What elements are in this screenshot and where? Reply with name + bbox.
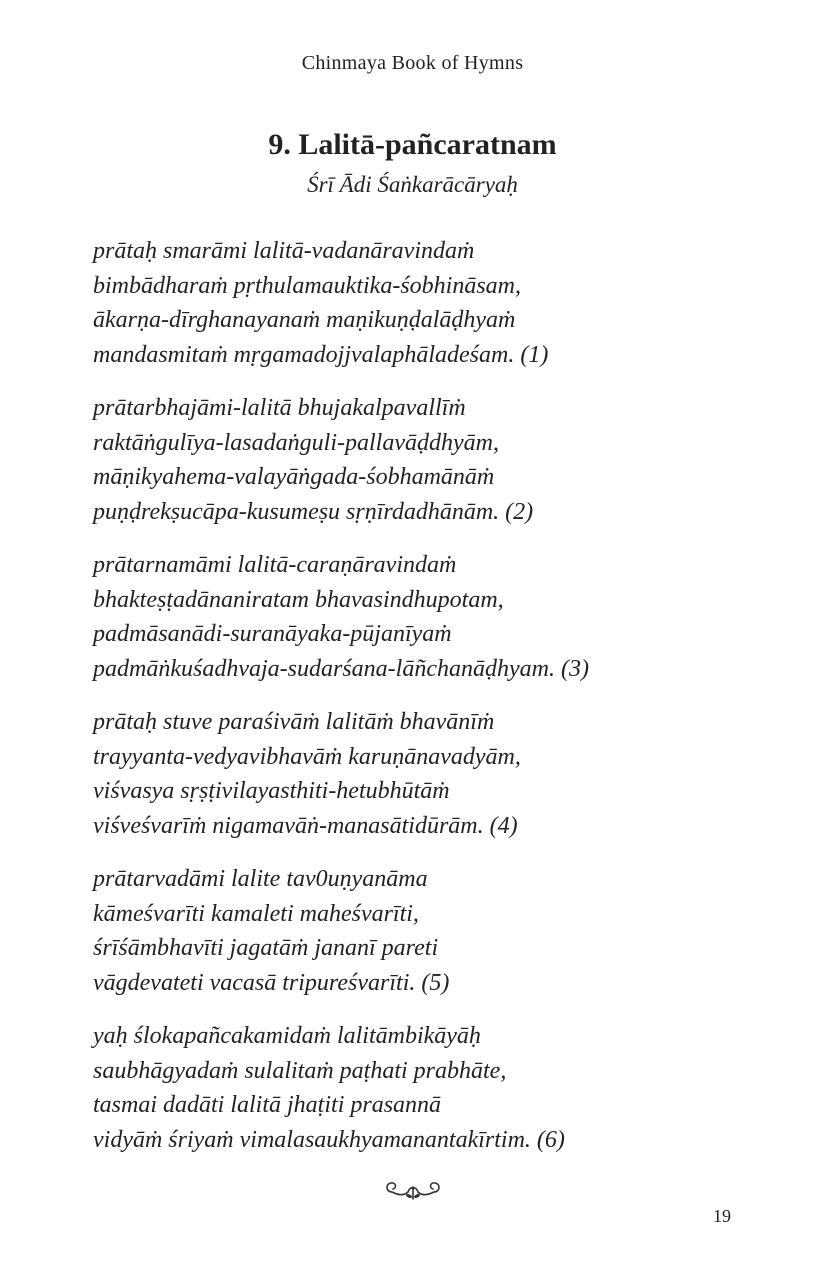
verse-line: prātaḥ smarāmi lalitā-vadanāravindaṁ (93, 238, 475, 264)
verse-line: prātarbhajāmi-lalitā bhujakalpavallīṁ (93, 395, 466, 421)
verse-2 (93, 391, 773, 529)
running-header: Chinmaya Book of Hymns (301, 52, 524, 74)
verse-6 (93, 1019, 773, 1157)
verse-line: padmāṅkuśadhvaja-sudarśana-lāñchanāḍhyam. (3) (93, 655, 589, 682)
verse-3 (93, 548, 773, 686)
floral-flourish-icon (382, 1176, 444, 1206)
verse-line: bhakteṣṭadānaniratam bhavasindhupotam, (93, 586, 504, 613)
verse-line: saubhāgyadaṁ sulalitaṁ paṭhati prabhāte, (93, 1057, 507, 1084)
verse-line: ākarṇa-dīrghanayanaṁ maṇikuṇḍalāḍhyaṁ (93, 307, 516, 333)
hymn-author: Śrī Ādi Śaṅkarācāryaḥ (307, 172, 518, 197)
verse-4 (93, 705, 773, 843)
verse-line: prātaḥ stuve paraśivāṁ lalitāṁ bhavānīṁ (93, 709, 495, 735)
page-number: 19 (713, 1206, 731, 1226)
verse-line: bimbādharaṁ pṛthulamauktika-śobhināsam, (93, 272, 521, 299)
verse-line: vāgdevateti vacasā tripureśvarīti. (5) (93, 969, 450, 996)
verse-line: puṇḍrekṣucāpa-kusumeṣu sṛṇīrdadhānām. (2) (93, 498, 534, 525)
verse-line: māṇikyahema-valayāṅgada-śobhamānāṁ (93, 464, 495, 490)
verse-1 (93, 234, 773, 372)
verse-5 (93, 862, 773, 1000)
verse-line: mandasmitaṁ mṛgamadojjvalaphāladeśam. (1) (93, 341, 549, 368)
verse-line: yaḥ ślokapañcakamidaṁ lalitāmbikāyāḥ (93, 1023, 481, 1049)
verse-line: śrīśāmbhavīti jagatāṁ jananī pareti (93, 935, 439, 961)
verse-line: viśveśvarīṁ nigamavāṅ-manasātidūrām. (4) (93, 812, 518, 839)
verse-line: kāmeśvarīti kamaleti maheśvarīti, (93, 900, 419, 927)
verse-line: tasmai dadāti lalitā jhaṭiti prasannā (93, 1092, 442, 1118)
verse-line: vidyāṁ śriyaṁ vimalasaukhyamanantakīrtim. (6) (93, 1126, 565, 1153)
verse-line: trayyanta-vedyavibhavāṁ karuṇānavadyām, (93, 743, 521, 770)
verse-line: viśvasya sṛṣṭivilayasthiti-hetubhūtāṁ (93, 778, 450, 804)
hymn-title: 9. Lalitā-pañcaratnam (268, 128, 557, 161)
verse-line: prātarnamāmi lalitā-caraṇāravindaṁ (93, 552, 457, 578)
verse-line: raktāṅgulīya-lasadaṅguli-pallavāḍdhyām, (93, 429, 499, 456)
verses-block (93, 234, 773, 1176)
verse-line: padmāsanādi-suranāyaka-pūjanīyaṁ (93, 621, 452, 647)
verse-line: prātarvadāmi lalite tav0uṇyanāma (93, 866, 428, 892)
